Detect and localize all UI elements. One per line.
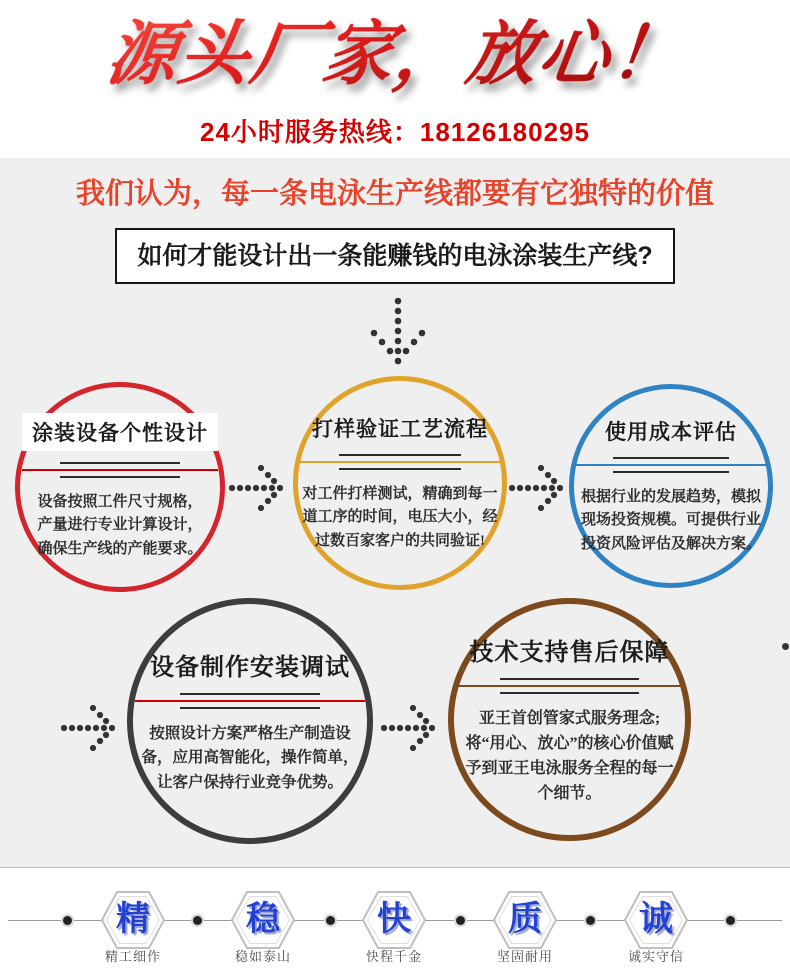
dotted-arrow-right-icon	[508, 462, 568, 514]
value-statement: 我们认为，每一条电泳生产线都要有它独特的价值	[75, 178, 714, 210]
dotted-arrow-start-dot	[782, 643, 789, 650]
divider-line	[60, 476, 180, 478]
step-title: 设备制作安装调试	[150, 655, 350, 682]
connector-dot	[586, 916, 595, 925]
divider-line	[500, 692, 639, 694]
step-description: 对工件打样测试，精确到每一道工序的时间，电压大小，经过数百家客户的共同验证!	[302, 486, 498, 549]
step-title: 打样验证工艺流程	[312, 417, 488, 442]
value-hexagon	[100, 890, 166, 950]
connector-dot	[193, 916, 202, 925]
connector-dot	[63, 916, 72, 925]
value-label: 快程千金	[365, 949, 422, 964]
value-character: 诚	[639, 900, 673, 938]
accent-line	[135, 700, 364, 702]
connector-dot	[326, 916, 335, 925]
dotted-arrow-right-icon	[60, 702, 120, 754]
step-description: 根据行业的发展趋势，模拟现场投资规模。可提供行业投资风险评估及解决方案。	[580, 489, 761, 552]
step-title: 使用成本评估	[605, 420, 737, 445]
values-band	[0, 868, 790, 976]
connector-dot	[456, 916, 465, 925]
divider-line	[180, 707, 320, 709]
question-box: 如何才能设计出一条能赚钱的电泳涂装生产线?	[115, 228, 675, 284]
step-circle-support	[448, 598, 691, 841]
value-label: 坚固耐用	[496, 949, 553, 964]
value-hexagon	[361, 890, 427, 950]
divider-line	[339, 468, 461, 470]
value-character: 质	[508, 900, 542, 938]
accent-line	[22, 469, 218, 471]
divider-line	[613, 471, 729, 473]
step-circle-manufacture	[127, 598, 373, 844]
step-circle-cost	[569, 384, 773, 588]
value-character: 精	[116, 900, 150, 938]
divider-line	[500, 678, 639, 680]
page-title: 源头厂家，放心！	[0, 8, 790, 104]
value-character: 稳	[246, 900, 280, 938]
value-hexagon	[623, 890, 689, 950]
hero-section	[0, 0, 790, 158]
accent-line	[576, 464, 766, 466]
dotted-arrow-right-icon	[380, 702, 440, 754]
step-circle-design	[15, 382, 225, 592]
divider-line	[339, 454, 461, 456]
step-description: 设备按照工件尺寸规格，产量进行专业计算设计，确保生产线的产能要求。	[37, 494, 203, 557]
step-description: 按照设计方案严格生产制造设备，应用高智能化，操作简单，让客户保持行业竞争优势。	[141, 725, 359, 791]
value-hexagon	[492, 890, 558, 950]
step-description: 亚王首创管家式服务理念;将“用心、放心”的核心价值赋予到亚王电泳服务全程的每一个细节。	[465, 710, 674, 802]
value-character: 快	[377, 900, 411, 938]
divider-line	[60, 462, 180, 464]
step-title: 技术支持售后保障	[469, 640, 670, 667]
value-label: 诚实守信	[627, 949, 684, 964]
divider-line	[180, 693, 320, 695]
connector-dot	[726, 916, 735, 925]
accent-line	[456, 685, 682, 687]
accent-line	[300, 461, 500, 463]
step-title: 涂装设备个性设计	[22, 413, 218, 451]
value-hexagon	[230, 890, 296, 950]
dotted-arrow-right-icon	[228, 462, 288, 514]
dotted-arrow-down-icon	[366, 296, 430, 368]
main-section	[0, 158, 790, 868]
step-circle-sampling	[293, 376, 507, 590]
hotline-text: 24小时服务热线：18126180295	[200, 117, 590, 147]
value-label: 稳如泰山	[234, 949, 291, 964]
value-label: 精工细作	[104, 949, 161, 964]
divider-line	[613, 457, 729, 459]
